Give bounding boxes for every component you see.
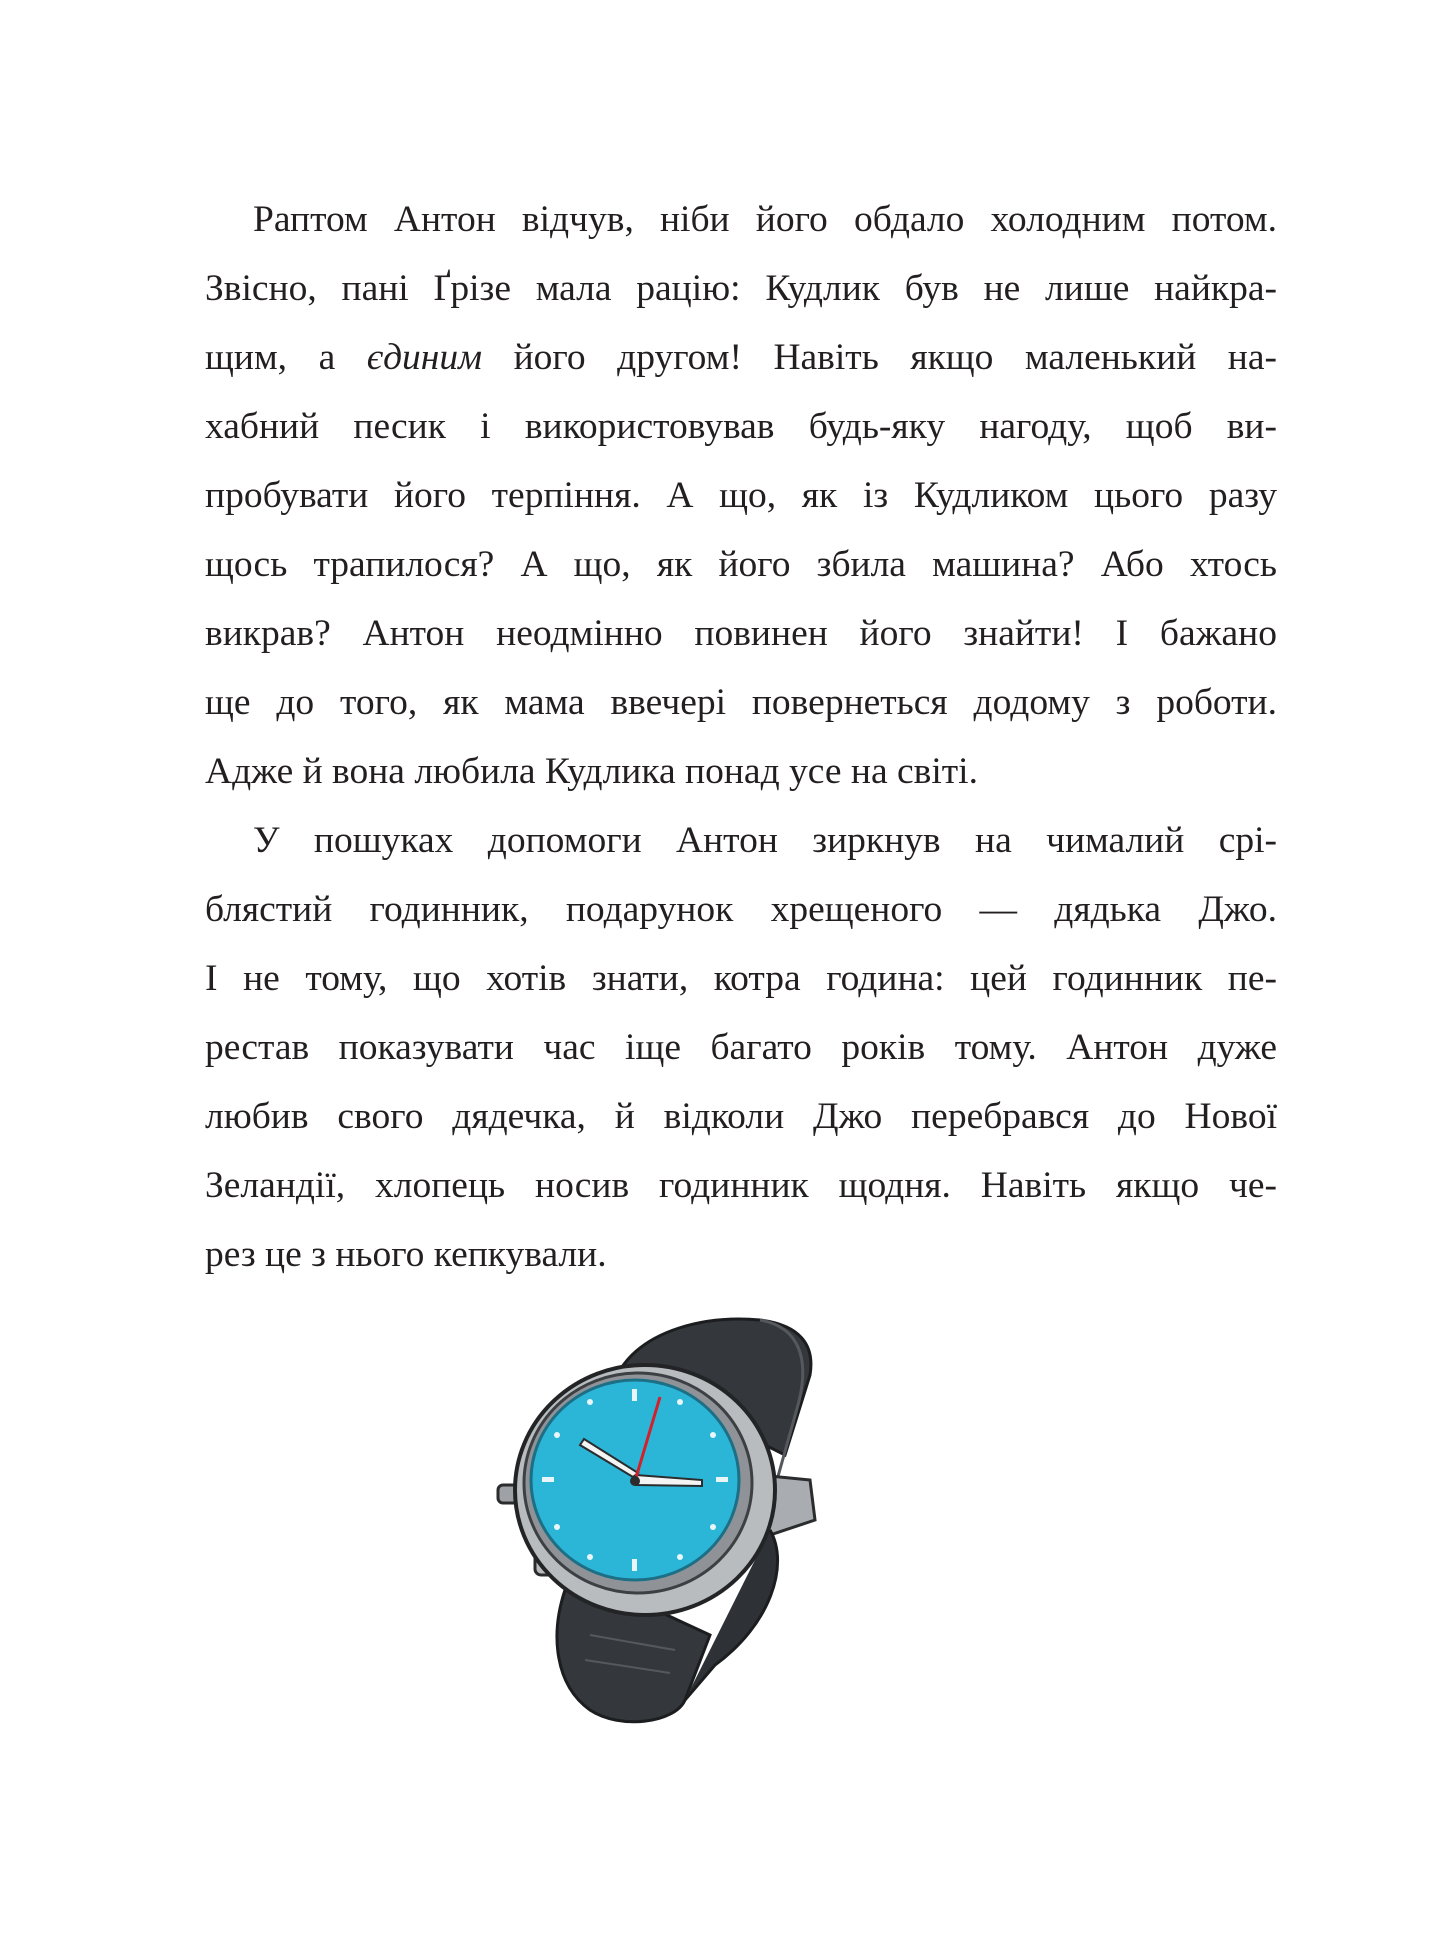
text-line: Зеландії, хлопець носив годинник щодня. Навіть якщо че- xyxy=(205,1165,1277,1206)
paragraph-1 xyxy=(205,185,1277,806)
text-line: ще до того, як мама ввечері повернеться додому з роботи. xyxy=(205,682,1277,723)
paragraph-2 xyxy=(205,806,1277,1289)
text-line: І не тому, що хотів знати, котра година: цей годинник пе- xyxy=(205,958,1277,999)
text-line: пробувати його терпіння. А що, як із Кудликом цього разу xyxy=(205,475,1277,516)
emphasis-word: єдиним xyxy=(366,337,483,378)
wristwatch-icon xyxy=(470,1305,930,1725)
text-line: У пошуках допомоги Антон зиркнув на чималий срі- xyxy=(253,820,1277,861)
text-line: любив свого дядечка, й відколи Джо перебрався до Нової xyxy=(205,1096,1277,1137)
text-segment: його другом! Навіть якщо маленький на- xyxy=(482,337,1277,378)
text-line: Раптом Антон відчув, ніби його обдало холодним потом. xyxy=(253,199,1277,240)
text-line: рестав показувати час іще багато років тому. Антон дуже xyxy=(205,1027,1277,1068)
text-line: блястий годинник, подарунок хрещеного — дядька Джо. xyxy=(205,889,1277,930)
body-text xyxy=(205,185,1277,1289)
text-line: щось трапилося? А що, як його збила машина? Або хтось xyxy=(205,544,1277,585)
text-line: рез це з нього кепкували. xyxy=(205,1234,607,1275)
text-line: хабний песик і використовував будь-яку нагоду, щоб ви- xyxy=(205,406,1277,447)
text-line: Звісно, пані Ґрізе мала рацію: Кудлик був не лише найкра- xyxy=(205,268,1277,309)
text-line xyxy=(205,323,1277,392)
text-segment: щим, а xyxy=(205,337,367,378)
text-line: Адже й вона любила Кудлика понад усе на світі. xyxy=(205,751,978,792)
text-line: викрав? Антон неодмінно повинен його знайти! І бажано xyxy=(205,613,1277,654)
